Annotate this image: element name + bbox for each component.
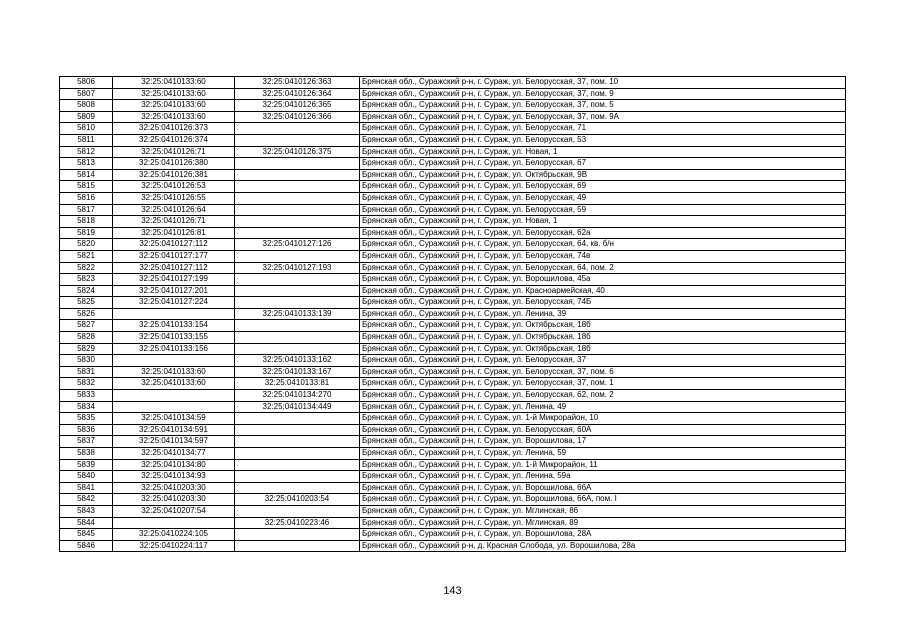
parent-cadastral-cell (235, 540, 360, 552)
parent-cadastral-cell: 32:25:0410134:449 (235, 401, 360, 413)
address-cell: Брянская обл., Суражский р-н, г. Сураж, ул. Новая, 1 (360, 216, 846, 228)
cadastral-number-cell: 32:25:0410133:155 (113, 332, 235, 344)
row-number-cell: 5843 (60, 505, 113, 517)
parent-cadastral-cell (235, 285, 360, 297)
table-row (60, 378, 846, 390)
address-cell: Брянская обл., Суражский р-н, д. Красная Слобода, ул. Ворошилова, 28а (360, 540, 846, 552)
address-cell: Брянская обл., Суражский р-н, г. Сураж, ул. Новая, 1 (360, 146, 846, 158)
address-cell: Брянская обл., Суражский р-н, г. Сураж, ул. Ворошилова, 66А, пом. I (360, 494, 846, 506)
table-row (60, 424, 846, 436)
row-number-cell: 5846 (60, 540, 113, 552)
address-cell: Брянская обл., Суражский р-н, г. Сураж, ул. Ворошилова, 66А (360, 482, 846, 494)
row-number-cell: 5826 (60, 308, 113, 320)
row-number-cell: 5817 (60, 204, 113, 216)
cadastral-number-cell (113, 308, 235, 320)
address-cell: Брянская обл., Суражский р-н, г. Сураж, ул. Октябрьская, 9В (360, 169, 846, 181)
address-cell: Брянская обл., Суражский р-н, г. Сураж, ул. Октябрьская, 18б (360, 343, 846, 355)
cadastral-number-cell: 32:25:0410126:55 (113, 192, 235, 204)
parent-cadastral-cell (235, 529, 360, 541)
cadastral-number-cell: 32:25:0410207:54 (113, 505, 235, 517)
table-row (60, 250, 846, 262)
cadastral-number-cell: 32:25:0410224:105 (113, 529, 235, 541)
address-cell: Брянская обл., Суражский р-н, г. Сураж, ул. Белорусская, 37, пом. 9 (360, 88, 846, 100)
parent-cadastral-cell: 32:25:0410127:193 (235, 262, 360, 274)
parent-cadastral-cell (235, 471, 360, 483)
row-number-cell: 5845 (60, 529, 113, 541)
row-number-cell: 5822 (60, 262, 113, 274)
row-number-cell: 5813 (60, 158, 113, 170)
parent-cadastral-cell (235, 192, 360, 204)
cadastral-number-cell: 32:25:0410133:60 (113, 100, 235, 112)
row-number-cell: 5823 (60, 274, 113, 286)
registry-table (59, 76, 846, 552)
cadastral-number-cell: 32:25:0410133:156 (113, 343, 235, 355)
address-cell: Брянская обл., Суражский р-н, г. Сураж, ул. Белорусская, 64, пом. 2 (360, 262, 846, 274)
address-cell: Брянская обл., Суражский р-н, г. Сураж, ул. Белорусская, 74Б (360, 297, 846, 309)
address-cell: Брянская обл., Суражский р-н, г. Сураж, ул. Белорусская, 53 (360, 134, 846, 146)
parent-cadastral-cell (235, 459, 360, 471)
cadastral-number-cell: 32:25:0410203:30 (113, 482, 235, 494)
table-row (60, 239, 846, 251)
row-number-cell: 5844 (60, 517, 113, 529)
row-number-cell: 5811 (60, 134, 113, 146)
parent-cadastral-cell (235, 505, 360, 517)
table-row (60, 390, 846, 402)
address-cell: Брянская обл., Суражский р-н, г. Сураж, ул. Ворошилова, 28А (360, 529, 846, 541)
address-cell: Брянская обл., Суражский р-н, г. Сураж, ул. Белорусская, 37, пом. 6 (360, 366, 846, 378)
row-number-cell: 5821 (60, 250, 113, 262)
parent-cadastral-cell (235, 424, 360, 436)
address-cell: Брянская обл., Суражский р-н, г. Сураж, ул. Ворошилова, 17 (360, 436, 846, 448)
table-row (60, 204, 846, 216)
table-row (60, 448, 846, 460)
parent-cadastral-cell: 32:25:0410126:364 (235, 88, 360, 100)
table-row (60, 262, 846, 274)
row-number-cell: 5838 (60, 448, 113, 460)
parent-cadastral-cell (235, 123, 360, 135)
parent-cadastral-cell: 32:25:0410127:126 (235, 239, 360, 251)
parent-cadastral-cell (235, 134, 360, 146)
cadastral-number-cell (113, 390, 235, 402)
table-row (60, 169, 846, 181)
row-number-cell: 5807 (60, 88, 113, 100)
table-row (60, 134, 846, 146)
address-cell: Брянская обл., Суражский р-н, г. Сураж, ул. Мглинская, 86 (360, 505, 846, 517)
address-cell: Брянская обл., Суражский р-н, г. Сураж, ул. Белорусская, 67 (360, 158, 846, 170)
parent-cadastral-cell (235, 250, 360, 262)
registry-sheet (59, 76, 846, 552)
table-row (60, 343, 846, 355)
cadastral-number-cell: 32:25:0410133:60 (113, 366, 235, 378)
address-cell: Брянская обл., Суражский р-н, г. Сураж, ул. Белорусская, 37, пом. 5 (360, 100, 846, 112)
parent-cadastral-cell: 32:25:0410203:54 (235, 494, 360, 506)
cadastral-number-cell: 32:25:0410127:199 (113, 274, 235, 286)
row-number-cell: 5836 (60, 424, 113, 436)
row-number-cell: 5818 (60, 216, 113, 228)
parent-cadastral-cell: 32:25:0410126:366 (235, 111, 360, 123)
row-number-cell: 5812 (60, 146, 113, 158)
table-row (60, 274, 846, 286)
parent-cadastral-cell (235, 332, 360, 344)
cadastral-number-cell: 32:25:0410134:597 (113, 436, 235, 448)
address-cell: Брянская обл., Суражский р-н, г. Сураж, ул. Белорусская, 71 (360, 123, 846, 135)
parent-cadastral-cell (235, 482, 360, 494)
table-row (60, 285, 846, 297)
address-cell: Брянская обл., Суражский р-н, г. Сураж, ул. Белорусская, 60А (360, 424, 846, 436)
parent-cadastral-cell: 32:25:0410126:365 (235, 100, 360, 112)
cadastral-number-cell: 32:25:0410134:59 (113, 413, 235, 425)
address-cell: Брянская обл., Суражский р-н, г. Сураж, ул. Белорусская, 62а (360, 227, 846, 239)
table-row (60, 529, 846, 541)
parent-cadastral-cell (235, 413, 360, 425)
cadastral-number-cell: 32:25:0410126:53 (113, 181, 235, 193)
table-row (60, 413, 846, 425)
cadastral-number-cell: 32:25:0410127:177 (113, 250, 235, 262)
cadastral-number-cell: 32:25:0410224:117 (113, 540, 235, 552)
parent-cadastral-cell: 32:25:0410133:162 (235, 355, 360, 367)
row-number-cell: 5827 (60, 320, 113, 332)
row-number-cell: 5834 (60, 401, 113, 413)
row-number-cell: 5840 (60, 471, 113, 483)
parent-cadastral-cell (235, 274, 360, 286)
table-row (60, 494, 846, 506)
table-row (60, 227, 846, 239)
row-number-cell: 5839 (60, 459, 113, 471)
parent-cadastral-cell: 32:25:0410126:375 (235, 146, 360, 158)
cadastral-number-cell: 32:25:0410133:154 (113, 320, 235, 332)
parent-cadastral-cell (235, 227, 360, 239)
row-number-cell: 5815 (60, 181, 113, 193)
cadastral-number-cell: 32:25:0410127:112 (113, 262, 235, 274)
table-row (60, 517, 846, 529)
row-number-cell: 5828 (60, 332, 113, 344)
cadastral-number-cell: 32:25:0410126:71 (113, 216, 235, 228)
row-number-cell: 5809 (60, 111, 113, 123)
cadastral-number-cell: 32:25:0410127:112 (113, 239, 235, 251)
row-number-cell: 5806 (60, 77, 113, 89)
table-row (60, 216, 846, 228)
row-number-cell: 5831 (60, 366, 113, 378)
address-cell: Брянская обл., Суражский р-н, г. Сураж, ул. Ленина, 59 (360, 448, 846, 460)
table-row (60, 88, 846, 100)
table-row (60, 181, 846, 193)
table-row (60, 308, 846, 320)
address-cell: Брянская обл., Суражский р-н, г. Сураж, ул. Белорусская, 62, пом. 2 (360, 390, 846, 402)
parent-cadastral-cell: 32:25:0410133:81 (235, 378, 360, 390)
cadastral-number-cell: 32:25:0410133:60 (113, 111, 235, 123)
row-number-cell: 5810 (60, 123, 113, 135)
cadastral-number-cell (113, 517, 235, 529)
row-number-cell: 5820 (60, 239, 113, 251)
cadastral-number-cell: 32:25:0410126:380 (113, 158, 235, 170)
cadastral-number-cell: 32:25:0410134:93 (113, 471, 235, 483)
cadastral-number-cell: 32:25:0410133:60 (113, 88, 235, 100)
row-number-cell: 5825 (60, 297, 113, 309)
table-row (60, 366, 846, 378)
address-cell: Брянская обл., Суражский р-н, г. Сураж, ул. Ленина, 39 (360, 308, 846, 320)
parent-cadastral-cell (235, 297, 360, 309)
table-row (60, 459, 846, 471)
cadastral-number-cell: 32:25:0410203:30 (113, 494, 235, 506)
parent-cadastral-cell (235, 448, 360, 460)
address-cell: Брянская обл., Суражский р-н, г. Сураж, ул. Белорусская, 74в (360, 250, 846, 262)
parent-cadastral-cell (235, 343, 360, 355)
parent-cadastral-cell (235, 181, 360, 193)
parent-cadastral-cell (235, 158, 360, 170)
cadastral-number-cell: 32:25:0410126:374 (113, 134, 235, 146)
cadastral-number-cell: 32:25:0410126:71 (113, 146, 235, 158)
parent-cadastral-cell: 32:25:0410126:363 (235, 77, 360, 89)
address-cell: Брянская обл., Суражский р-н, г. Сураж, ул. Красноармейская, 40 (360, 285, 846, 297)
row-number-cell: 5829 (60, 343, 113, 355)
address-cell: Брянская обл., Суражский р-н, г. Сураж, ул. Белорусская, 37 (360, 355, 846, 367)
row-number-cell: 5814 (60, 169, 113, 181)
row-number-cell: 5819 (60, 227, 113, 239)
parent-cadastral-cell (235, 320, 360, 332)
table-row (60, 482, 846, 494)
address-cell: Брянская обл., Суражский р-н, г. Сураж, ул. Белорусская, 37, пом. 10 (360, 77, 846, 89)
registry-table-body (60, 77, 846, 552)
cadastral-number-cell (113, 355, 235, 367)
address-cell: Брянская обл., Суражский р-н, г. Сураж, ул. Октябрьская, 18б (360, 320, 846, 332)
row-number-cell: 5837 (60, 436, 113, 448)
cadastral-number-cell: 32:25:0410133:60 (113, 378, 235, 390)
table-row (60, 77, 846, 89)
parent-cadastral-cell: 32:25:0410223:46 (235, 517, 360, 529)
table-row (60, 401, 846, 413)
address-cell: Брянская обл., Суражский р-н, г. Сураж, ул. Белорусская, 37, пом. 1 (360, 378, 846, 390)
address-cell: Брянская обл., Суражский р-н, г. Сураж, ул. Белорусская, 49 (360, 192, 846, 204)
parent-cadastral-cell: 32:25:0410134:270 (235, 390, 360, 402)
address-cell: Брянская обл., Суражский р-н, г. Сураж, ул. 1-й Микрорайон, 11 (360, 459, 846, 471)
address-cell: Брянская обл., Суражский р-н, г. Сураж, ул. Белорусская, 59 (360, 204, 846, 216)
cadastral-number-cell: 32:25:0410134:80 (113, 459, 235, 471)
parent-cadastral-cell (235, 204, 360, 216)
address-cell: Брянская обл., Суражский р-н, г. Сураж, ул. 1-й Микрорайон, 10 (360, 413, 846, 425)
cadastral-number-cell: 32:25:0410127:224 (113, 297, 235, 309)
table-row (60, 158, 846, 170)
parent-cadastral-cell: 32:25:0410133:139 (235, 308, 360, 320)
table-row (60, 332, 846, 344)
table-row (60, 436, 846, 448)
table-row (60, 540, 846, 552)
table-row (60, 320, 846, 332)
page-number: 143 (443, 585, 462, 597)
cadastral-number-cell: 32:25:0410134:591 (113, 424, 235, 436)
row-number-cell: 5830 (60, 355, 113, 367)
table-row (60, 192, 846, 204)
address-cell: Брянская обл., Суражский р-н, г. Сураж, ул. Ленина, 59а (360, 471, 846, 483)
address-cell: Брянская обл., Суражский р-н, г. Сураж, ул. Ворошилова, 45а (360, 274, 846, 286)
address-cell: Брянская обл., Суражский р-н, г. Сураж, ул. Белорусская, 64, кв. б/н (360, 239, 846, 251)
table-row (60, 355, 846, 367)
row-number-cell: 5808 (60, 100, 113, 112)
cadastral-number-cell: 32:25:0410134:77 (113, 448, 235, 460)
cadastral-number-cell: 32:25:0410126:381 (113, 169, 235, 181)
row-number-cell: 5832 (60, 378, 113, 390)
table-row (60, 505, 846, 517)
cadastral-number-cell (113, 401, 235, 413)
parent-cadastral-cell: 32:25:0410133:167 (235, 366, 360, 378)
row-number-cell: 5824 (60, 285, 113, 297)
row-number-cell: 5841 (60, 482, 113, 494)
address-cell: Брянская обл., Суражский р-н, г. Сураж, ул. Мглинская, 89 (360, 517, 846, 529)
address-cell: Брянская обл., Суражский р-н, г. Сураж, ул. Белорусская, 37, пом. 9А (360, 111, 846, 123)
cadastral-number-cell: 32:25:0410126:373 (113, 123, 235, 135)
cadastral-number-cell: 32:25:0410133:60 (113, 77, 235, 89)
table-row (60, 297, 846, 309)
cadastral-number-cell: 32:25:0410126:81 (113, 227, 235, 239)
address-cell: Брянская обл., Суражский р-н, г. Сураж, ул. Ленина, 49 (360, 401, 846, 413)
cadastral-number-cell: 32:25:0410127:201 (113, 285, 235, 297)
parent-cadastral-cell (235, 169, 360, 181)
table-row (60, 471, 846, 483)
row-number-cell: 5833 (60, 390, 113, 402)
row-number-cell: 5835 (60, 413, 113, 425)
cadastral-number-cell: 32:25:0410126:64 (113, 204, 235, 216)
table-row (60, 123, 846, 135)
address-cell: Брянская обл., Суражский р-н, г. Сураж, ул. Октябрьская, 18б (360, 332, 846, 344)
table-row (60, 100, 846, 112)
row-number-cell: 5842 (60, 494, 113, 506)
table-row (60, 111, 846, 123)
parent-cadastral-cell (235, 216, 360, 228)
address-cell: Брянская обл., Суражский р-н, г. Сураж, ул. Белорусская, 69 (360, 181, 846, 193)
table-row (60, 146, 846, 158)
parent-cadastral-cell (235, 436, 360, 448)
row-number-cell: 5816 (60, 192, 113, 204)
